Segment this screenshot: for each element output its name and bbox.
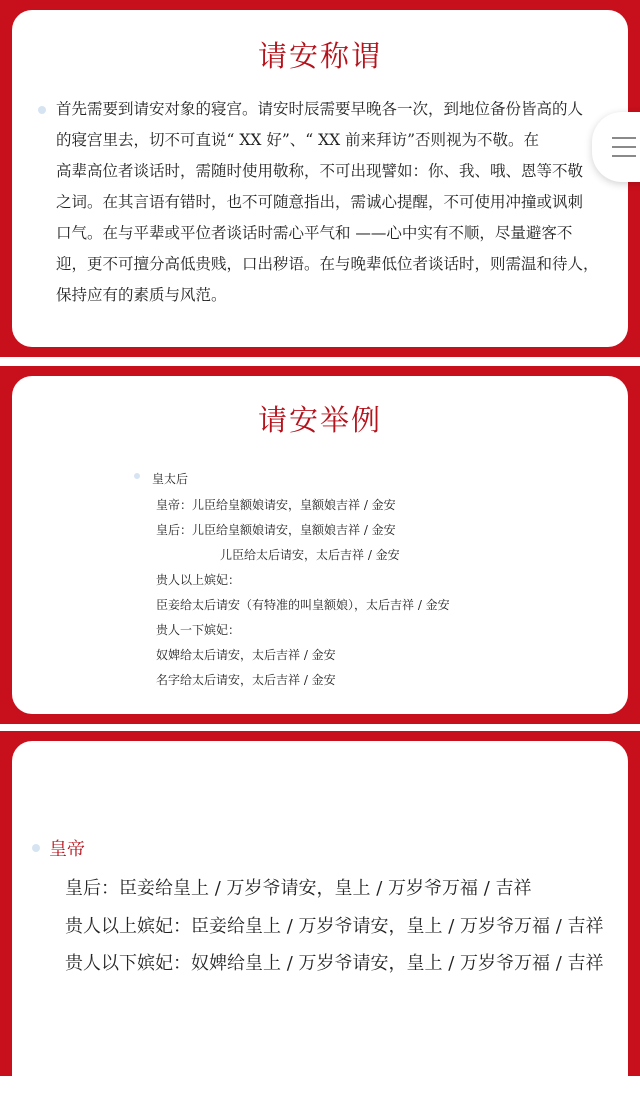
slide-greeting-titles: [0, 0, 640, 357]
example-line: 儿臣给太后请安，太后吉祥 / 金安: [220, 548, 400, 562]
paragraph: [56, 94, 606, 311]
slide-card: [12, 741, 628, 1096]
menu-button[interactable]: [592, 112, 640, 182]
slide-title: 请安称谓: [257, 39, 382, 73]
section-heading: 皇太后: [152, 472, 189, 486]
example-line: 皇帝：儿臣给皇额娘请安，皇额娘吉祥 / 金安: [156, 498, 396, 512]
slide-card: [12, 10, 628, 347]
example-line: 皇后：臣妾给皇上 / 万岁爷请安，皇上 / 万岁爷万福 / 吉祥: [65, 878, 532, 899]
paragraph-line: 口气。在与平辈或平位者谈话时需心平气和 ——心中实有不顺，尽量避客不: [56, 224, 573, 242]
paragraph-line: 的寝宫里去，切不可直说“ XX 好”、“ XX 前来拜访”否则视为不敬。在: [56, 131, 540, 149]
example-line: 贵人以上嫔妃：臣妾给皇上 / 万岁爷请安，皇上 / 万岁爷万福 / 吉祥: [65, 916, 604, 937]
paragraph-line: 迎，更不可擅分高低贵贱，口出秽语。在与晚辈低位者谈话时，则需温和待人，: [56, 255, 599, 273]
example-line: 贵人以上嫔妃：: [156, 573, 241, 587]
bullet-dot-icon: [38, 106, 46, 114]
bullet-dot-icon: [32, 844, 40, 852]
example-line: 名字给太后请安，太后吉祥 / 金安: [156, 673, 336, 687]
hamburger-menu-icon: [612, 155, 636, 157]
paragraph-line: 高辈高位者谈话时，需随时使用敬称，不可出现譬如：你、我、哦、恩等不敬: [56, 162, 584, 180]
hamburger-menu-icon: [612, 137, 636, 139]
paragraph-line: 保持应有的素质与风范。: [56, 286, 227, 304]
section-heading: 皇帝: [49, 839, 85, 860]
slide-emperor-examples: [0, 731, 640, 1076]
slide-greeting-examples: [0, 366, 640, 724]
example-line: 贵人以下嫔妃：奴婢给皇上 / 万岁爷请安，皇上 / 万岁爷万福 / 吉祥: [65, 953, 604, 974]
example-line: 臣妾给太后请安（有特准的叫皇额娘），太后吉祥 / 金安: [156, 598, 450, 612]
example-line: 贵人一下嫔妃：: [156, 623, 241, 637]
paragraph-line: 之词。在其言语有错时，也不可随意指出，需诚心提醒，不可使用冲撞或讽刺: [56, 193, 584, 211]
bullet-dot-icon: [134, 473, 140, 479]
slide-title: 请安举例: [257, 403, 382, 437]
slide-card: [12, 376, 628, 714]
example-line: 奴婢给太后请安，太后吉祥 / 金安: [156, 648, 336, 662]
example-line: 皇后：儿臣给皇额娘请安，皇额娘吉祥 / 金安: [156, 523, 396, 537]
paragraph-line: 首先需要到请安对象的寝宫。请安时辰需要早晚各一次，到地位备份皆高的人: [56, 100, 584, 118]
hamburger-menu-icon: [612, 146, 636, 148]
